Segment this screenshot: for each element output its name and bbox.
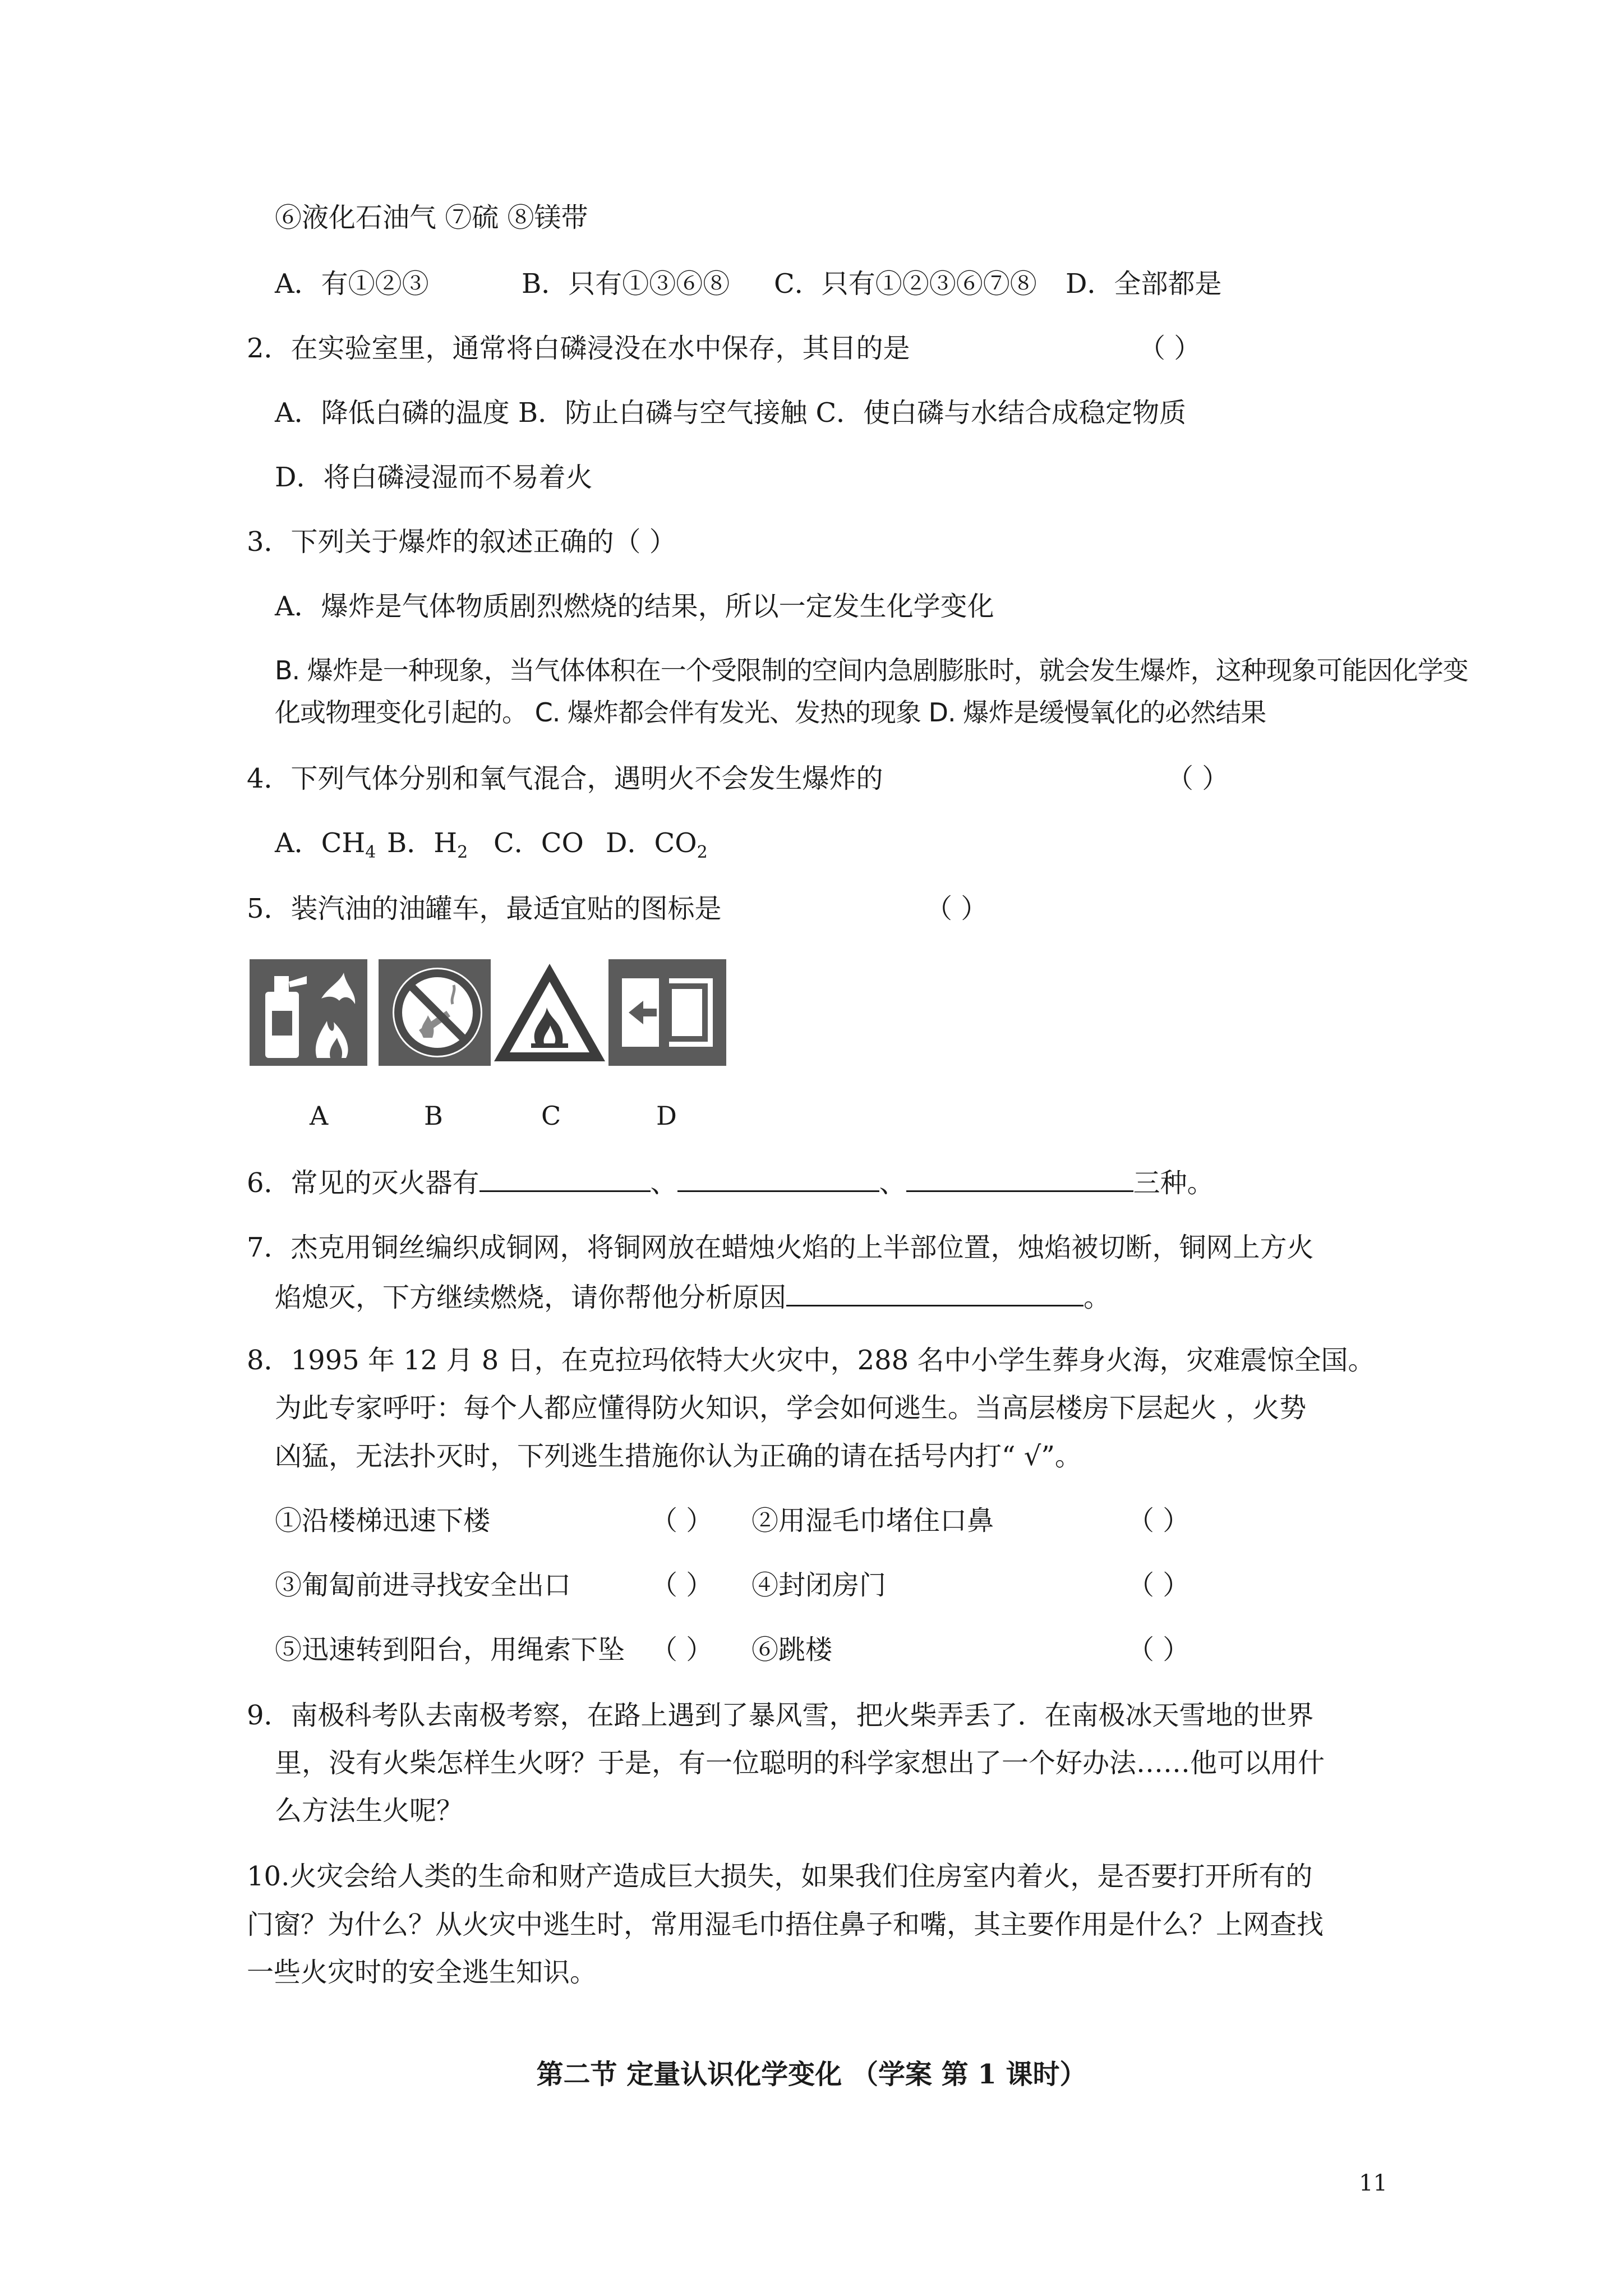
flammable-warning-sign-icon — [491, 959, 608, 1066]
question-9-line-2: 里，没有火柴怎样生火呀？于是，有一位聪明的科学家想出了一个好办法……他可以用什 — [275, 1747, 1325, 1779]
question-10-line-1: 10.火灾会给人类的生命和财产造成巨大损失，如果我们住房室内着火，是否要打开所有的 — [247, 1861, 1313, 1892]
escape-option-3-paren[interactable]: （ ） — [651, 1570, 713, 1601]
question-8-line-1: 8．1995 年 12 月 8 日，在克拉玛依特大火灾中，288 名中小学生葬身火海，灾难震惊全国。 — [247, 1345, 1375, 1376]
question-4-answer-paren: （ ） — [1166, 763, 1229, 794]
question-4: 4．下列气体分别和氧气混合，遇明火不会发生爆炸的 — [247, 763, 883, 794]
escape-option-6: ⑥跳楼 — [751, 1634, 833, 1665]
escape-option-4: ④封闭房门 — [751, 1570, 887, 1601]
escape-option-5: ⑤迅速转到阳台，用绳索下坠 — [275, 1634, 625, 1665]
answer-blank[interactable] — [677, 1166, 879, 1192]
answer-blank[interactable] — [479, 1166, 651, 1192]
question-10-line-2: 门窗？为什么？从火灾中逃生时，常用湿毛巾捂住鼻子和嘴，其主要作用是什么？上网查找 — [247, 1909, 1324, 1940]
question-2-answer-paren: （ ） — [1138, 333, 1201, 364]
answer-blank[interactable] — [786, 1280, 1083, 1306]
question-4-option-c: C．CO — [494, 827, 584, 859]
question-8-line-2: 为此专家呼吁：每个人都应懂得防火知识，学会如何逃生。当高层楼房下层起火 ，火势 — [275, 1392, 1307, 1424]
escape-option-1: ①沿楼梯迅速下楼 — [275, 1505, 491, 1536]
question-2-options-abc: A．降低白磷的温度 B．防止白磷与空气接触 C．使白磷与水结合成稳定物质 — [275, 397, 1187, 429]
question-2-option-d: D．将白磷浸湿而不易着火 — [275, 462, 593, 493]
question-10-line-3: 一些火灾时的安全逃生知识。 — [247, 1957, 597, 1988]
answer-blank[interactable] — [906, 1166, 1133, 1192]
page-number: 11 — [1359, 2170, 1387, 2196]
no-smoking-sign-icon — [379, 959, 496, 1066]
exit-sign-icon — [608, 959, 726, 1066]
escape-option-3: ③匍匐前进寻找安全出口 — [275, 1570, 571, 1601]
question-4-option-a: A．$CH_4$ — [275, 827, 376, 862]
question-3-option-b-line-2: 化或物理变化引起的。 C. 爆炸都会伴有发光、发热的现象 D. 爆炸是缓慢氧化的必然结果 — [275, 697, 1266, 728]
question-3-option-a: A．爆炸是气体物质剧烈燃烧的结果，所以一定发生化学变化 — [275, 591, 994, 622]
q1-options-continued: ⑥液化石油气 ⑦硫 ⑧镁带 — [275, 202, 588, 233]
question-7-line-1: 7．杰克用铜丝编织成铜网，将铜网放在蜡烛火焰的上半部位置，烛焰被切断，铜网上方火 — [247, 1232, 1314, 1263]
sign-label-c: C — [541, 1101, 561, 1131]
escape-option-6-paren[interactable]: （ ） — [1127, 1634, 1190, 1665]
escape-option-5-paren[interactable]: （ ） — [651, 1634, 713, 1665]
question-9-line-1: 9．南极科考队去南极考察，在路上遇到了暴风雪，把火柴弄丢了．在南极冰天雪地的世界 — [247, 1700, 1314, 1731]
fire-extinguisher-sign-icon — [250, 959, 367, 1066]
question-9-line-3: 么方法生火呢？ — [275, 1795, 464, 1826]
question-4-option-d: D．$CO_2$ — [606, 827, 708, 862]
section-heading: 第二节 定量认识化学变化 （学案 第 1 课时） — [536, 2059, 1087, 2090]
question-7-line-2: 焰熄灭，下方继续燃烧，请你帮他分析原因 。 — [275, 1280, 1110, 1314]
q1-option-b: B．只有①③⑥⑧ — [522, 268, 730, 300]
escape-option-1-paren[interactable]: （ ） — [651, 1505, 713, 1536]
sign-label-b: B — [424, 1101, 443, 1131]
escape-option-2: ②用湿毛巾堵住口鼻 — [751, 1505, 994, 1536]
question-3-option-b-line-1: B. 爆炸是一种现象，当气体体积在一个受限制的空间内急剧膨胀时，就会发生爆炸，这种现象可能因化学变 — [275, 655, 1468, 685]
question-6: 6．常见的灭火器有 、 、 三种。 — [247, 1166, 1214, 1200]
question-5-answer-paren: （ ） — [925, 893, 988, 924]
question-4-option-b: B．$H_2$ — [387, 827, 468, 862]
escape-option-2-paren[interactable]: （ ） — [1127, 1505, 1190, 1536]
question-5: 5．装汽油的油罐车，最适宜贴的图标是 — [247, 893, 722, 924]
sign-label-d: D — [656, 1101, 677, 1131]
q1-option-a: A．有①②③ — [275, 268, 429, 300]
sign-label-a: A — [310, 1101, 329, 1131]
q1-option-d: D．全部都是 — [1066, 268, 1222, 300]
question-3: 3．下列关于爆炸的叙述正确的（ ） — [247, 526, 676, 558]
question-2: 2．在实验室里，通常将白磷浸没在水中保存，其目的是 — [247, 333, 910, 364]
q1-option-c: C．只有①②③⑥⑦⑧ — [774, 268, 1037, 300]
question-8-line-3: 凶猛，无法扑灭时，下列逃生措施你认为正确的请在括号内打“ √”。 — [275, 1441, 1082, 1472]
escape-option-4-paren[interactable]: （ ） — [1127, 1570, 1190, 1601]
